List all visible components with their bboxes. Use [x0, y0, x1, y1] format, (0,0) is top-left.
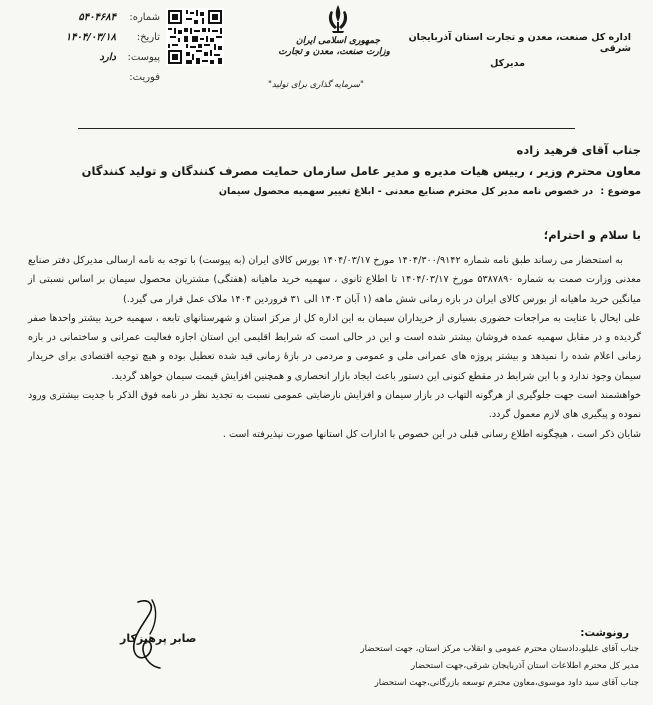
meta-row-priority [28, 72, 160, 92]
body-paragraph: به استحضار می رساند طبق نامه شماره ۱۴۰۴/۳۰۰/۹۱۴۲ مورخ ۱۴۰۴/۰۳/۱۷ بورس کالای ایران (به پیوست) با توجه به نامه ارسالی مدیرکل دفتر صنایع معدنی وزارت صمت به شماره ۵۳۸۷۸۹۰ مورخ ۱۴۰۴/۰۳/۱۷ تا اطلاع ثانوی ، سهمیه خرید ماهیانه (هفتگی) مشتریان محصول سیمان بر اساس نسبتی از میانگین خرید ماهیانه از بورس کالای ایران در بازه زمانی شش ماهه (۱ آبان ۱۴۰۳ الی ۳۱ فروردین ۱۴۰۴ ملاک عمل قرار می گیرد.) [28, 255, 641, 305]
cc-item: جناب آقای سید داود موسوی،معاون محترم توسعه بازرگانی،جهت استحضار [374, 678, 639, 688]
meta-row-date [28, 32, 160, 52]
body-paragraph: علی ایحال با عنایت به مراجعات حضوری بسیاری از خریداران سیمان به این اداره کل از مرکز استان و شهرستانهای تابعه ، سهمیه خرید بیشتر واحدها صفر گردیده و در مقابل سهمیه عمده فروشان بیشتر شده است و این در حالی است که شرایط اقلیمی این استان اجازه فعالیت عمرانی و ساختمانی در بازه زمانی اعلام شده را نمیدهد و بیشتر پروژه های عمرانی ملی و عمومی و مردمی در بازهٔ زمانی قید شده تعطیل بوده و هیچ توجیه اقتصادی برای خریدار سیمان وجود ندارد و با این شرایط در مقطع کنونی این دستور باعث ایجاد بازار انحصاری و همچنین افزایش قیمت سیمان خواهد گردید. [28, 312, 641, 382]
header-divider [78, 128, 575, 129]
letter-body [28, 140, 641, 444]
subject-text: در خصوص نامه مدیر کل محترم صنایع معدنی - ابلاغ تغییر سهمیه محصول سیمان [218, 186, 594, 197]
cc-item: جناب آقای علیلو،دادستان محترم عمومی و انقلاب مرکز استان، جهت استحضار [360, 644, 639, 654]
recipient-title: معاون محترم وزیر ، رییس هیات مدیره و مدیر عامل سازمان حمایت مصرف کنندگان و تولید کنندگان [81, 164, 641, 178]
cc-item: مدیر کل محترم اطلاعات استان آذربایجان شرقی،جهت استحضار [411, 661, 639, 671]
meta-label: تاریخ: [136, 32, 160, 43]
meta-label: پیوست: [127, 52, 160, 63]
meta-label: شماره: [129, 12, 160, 23]
cc-title: رونوشت: [580, 627, 629, 639]
meta-row-number [28, 12, 160, 32]
ministry-emblem-block [278, 2, 390, 59]
meta-label: فوریت: [129, 72, 160, 83]
organization-role: مدیرکل [490, 58, 525, 69]
qr-code-icon [166, 8, 224, 66]
letter-number: ۵۴۰۴۶۸۴ [78, 12, 116, 23]
meta-row-attachment [28, 52, 160, 72]
letter-date: ۱۴۰۴/۰۳/۱۸ [65, 32, 116, 43]
recipient-name: جناب آقای فرهید زاده [516, 143, 641, 157]
greeting: با سلام و احترام؛ [543, 228, 641, 242]
letter-attachment: دارد [99, 52, 116, 63]
ministry-line-1: جمهوری اسلامی ایران [295, 36, 381, 46]
letter-metadata [28, 12, 160, 92]
iran-emblem-icon [321, 2, 355, 36]
ministry-line-2: وزارت صنعت، معدن و تجارت [278, 47, 390, 58]
carbon-copy-list [279, 625, 639, 692]
signatory-name: صابر پرهیزکار [120, 632, 197, 645]
organization-name: اداره کل صنعت، معدن و تجارت استان آذربایجان شرقی [408, 32, 631, 55]
subject-label: موضوع : [600, 186, 641, 197]
body-paragraph: شایان ذکر است ، هیچگونه اطلاع رسانی قبلی در این خصوص با ادارات کل استانها صورت نپذیرفته است . [222, 428, 641, 440]
ministry-slogan: "سرمایه گذاری برای تولید" [268, 80, 364, 90]
subject-line [28, 183, 641, 201]
body-paragraph: خواهشمند است جهت جلوگیری از هرگونه التهاب در بازار سیمان و افزایش نارضایتی عمومی نسبت به تجدید نظر در نامه فوق الذکر با جدیت بیشتری ورود نموده و پیگیری های لازم معمول گردد. [28, 390, 641, 421]
